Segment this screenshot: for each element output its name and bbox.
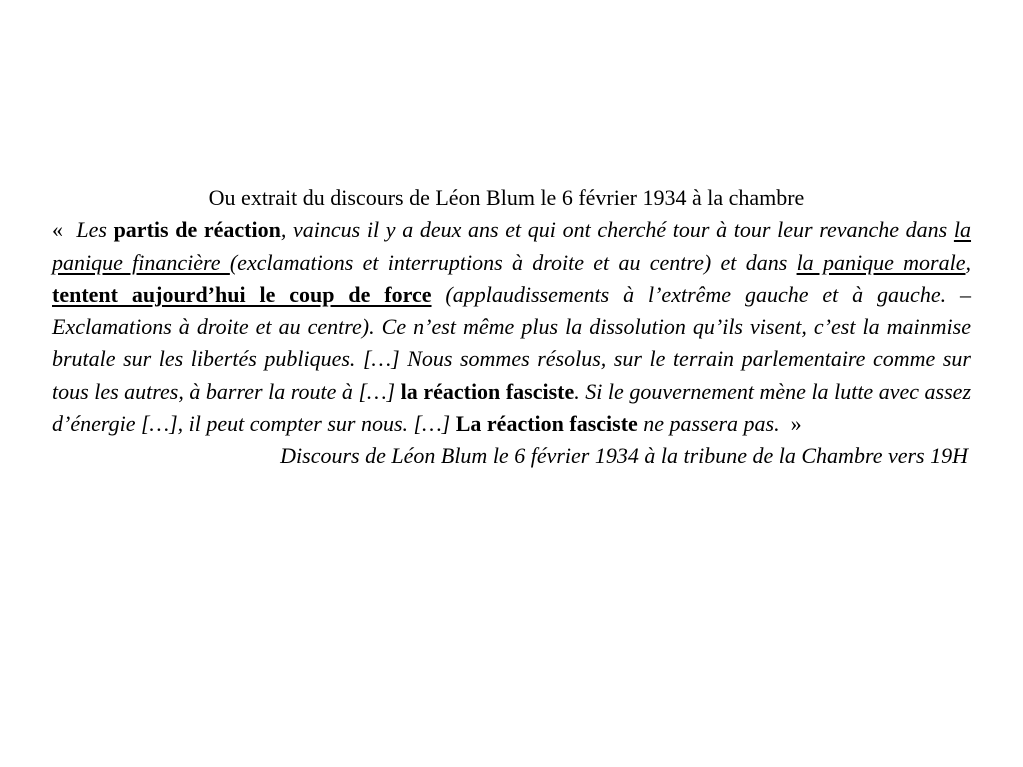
quote-panique-morale: la panique morale — [796, 249, 966, 275]
quote-close-mark: » — [790, 411, 802, 437]
quote-reaction-fasciste-1: la réaction fasciste — [400, 378, 575, 404]
slide-title: Ou extrait du discours de Léon Blum le 6 février 1934 à la chambre — [208, 185, 805, 210]
quote-source: Discours de Léon Blum le 6 février 1934 à la tribune de la Chambre vers 19H — [280, 443, 968, 469]
quote-text-applaudissements: (applaudissements à l’extrême gauche et à gauche. – Exclamations à droite et au centre). Ce n’est même plus la dissolution qu’ils visent, c’est la mainmise brutale sur les libertés publiques. […] Nous sommes résolus, sur le terrain parlementaire comme sur tous les autres, à barrer la route à […] — [52, 281, 971, 404]
quote-text-exclamations: (exclamations et interruptions à droite et au centre) et dans — [229, 249, 797, 275]
quote-partis-de-reaction: partis de réaction — [113, 217, 281, 243]
quote-text-ne-passera-pas: ne passera pas. — [637, 411, 780, 437]
quote-text-les: Les — [76, 217, 107, 243]
quote-open-mark: « — [52, 217, 63, 243]
quote-text-vaincus: , vaincus il y a deux ans et qui ont cherché tour à tour leur revanche dans — [280, 217, 954, 243]
quote-reaction-fasciste-2: La réaction fasciste — [455, 411, 638, 437]
quote-tentent-coup-de-force: tentent aujourd’hui le coup de force — [52, 281, 432, 307]
blum-quote — [52, 214, 971, 440]
quote-panique-financiere: la panique financière — [52, 217, 972, 275]
quote-comma: , — [965, 249, 971, 275]
slide-content — [52, 182, 971, 473]
quote-text-si-le-gouvernement: . Si le gouvernement mène la lutte avec assez d’énergie […], il peut compter sur nous. […] — [52, 378, 972, 437]
